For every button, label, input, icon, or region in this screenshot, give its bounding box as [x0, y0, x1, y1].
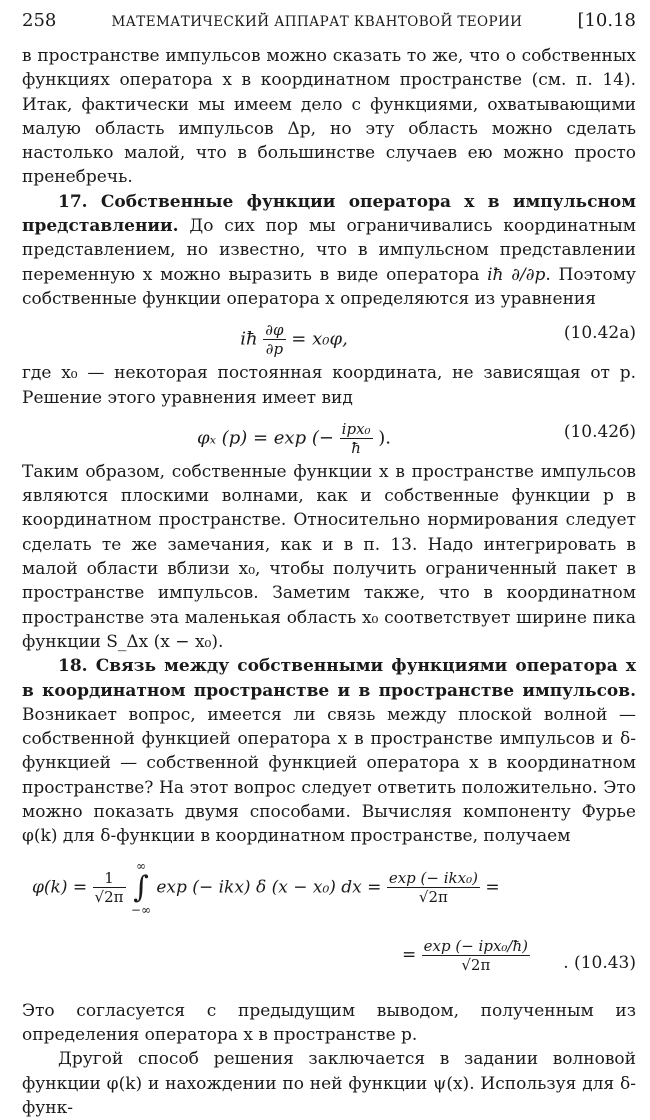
eq-a-lhs: iħ [240, 328, 258, 350]
running-header [22, 10, 636, 44]
paragraph-after-eq-c: Это согласуется с предыдущим выводом, полученным из определения оператора x в пространстве p. [22, 1000, 636, 1045]
eq-c-tail: = [485, 877, 500, 898]
eq-c-int-upper: ∞ [135, 858, 146, 873]
eq-b-numerator: ipx₀ [341, 419, 371, 438]
eq-b-denominator: ħ [351, 438, 361, 457]
eq-b-fraction [340, 420, 373, 457]
eq-c-int-lower: −∞ [130, 902, 151, 917]
eq-c-f2-den: √2π [461, 955, 491, 974]
eq-c-line-1 [32, 859, 500, 917]
section-18-title: 18. Связь между собственными функциями оператора x в координатном пространстве и в пространстве импульсов. [22, 656, 636, 701]
eq-c-f2-num: exp (− ipx₀/ħ) [423, 936, 528, 955]
page [22, 10, 636, 1120]
eq-a-denominator: ∂p [265, 340, 284, 359]
equation-10-42b [22, 410, 636, 460]
running-title: МАТЕМАТИЧЕСКИЙ АППАРАТ КВАНТОВОЙ ТЕОРИИ [111, 14, 523, 30]
eq-b-lhs: φₓ (p) = exp (− [196, 427, 334, 449]
section-ref: [10.18 [577, 10, 636, 31]
eq-c-fraction-2 [422, 937, 530, 974]
eq-b-rhs: ). [378, 427, 392, 449]
eq-a-fraction [263, 321, 285, 358]
eq-a-numerator: ∂φ [265, 321, 284, 340]
eq-c-line2-lhs: = [402, 944, 417, 965]
equation-10-43 [22, 849, 636, 999]
equation-10-42a [22, 311, 636, 361]
integral-sign-icon: ∫ [133, 869, 149, 905]
paragraph-after-eq-a: где x₀ — некоторая постоянная координата, не зависящая от p. Решение этого уравнения имеет вид [22, 363, 636, 408]
section-17-text-a: До сих пор мы ограничивались координатным представлением, но известно, что в импульсном представлении переменную x можно выразить в виде оператора [22, 216, 637, 285]
eq-c-coef-den: √2π [94, 888, 124, 907]
eq-c-f1-num: exp (− ikx₀) [388, 869, 478, 888]
eq-c-line-2 [402, 937, 530, 974]
eq-c-lhs: φ(k) = [32, 877, 88, 898]
section-18 [22, 654, 636, 848]
paragraph-last: Другой способ решения заключается в задании волновой функции φ(k) и нахождении по ней функции ψ(x). Используя для δ-функ- [22, 1049, 636, 1118]
eq-c-integral [131, 859, 151, 917]
eq-c-f1-den: √2π [418, 888, 448, 907]
eq-a-rhs: = x₀φ, [291, 328, 348, 350]
section-17-operator: iħ ∂/∂p [487, 264, 546, 285]
eq-c-fraction-1 [387, 869, 480, 906]
section-17-text-b: . Поэтому собственные функции оператора x определяются из уравнения [22, 264, 636, 309]
paragraph-after-eq-b: Таким образом, собственные функции x в пространстве импульсов являются плоскими волнами, как и собственные функции p в координатном пространстве. Относительно нормирования следует сделать те же замечания, как и в п. 13. Надо интегрировать в малой области вблизи x₀, чтобы получить ограниченный пакет в пространстве импульсов. Заметим также, что в координатном пространстве эта маленькая область x₀ соответствует ширине пика функции S_Δx (x − x₀). [22, 461, 636, 652]
eq-c-label: . (10.43) [563, 952, 636, 973]
eq-c-coef-num: 1 [93, 869, 126, 888]
eq-a-label: (10.42a) [563, 323, 636, 344]
section-18-text: Возникает вопрос, имеется ли связь между плоской волной — собственной функцией оператора x в пространстве импульсов и δ-функцией — собственной функцией оператора x в координатном пространстве? На этот вопрос следует ответить положительно. Это можно показать двумя способами. Вычисляя компоненту Фурье φ(k) для δ-функции в координатном пространстве, получаем [22, 704, 636, 847]
eq-c-integrand: exp (− ikx) δ (x − x₀) dx = [156, 877, 382, 898]
page-number: 258 [22, 10, 57, 31]
section-17-title: 17. Собственные функции оператора x в импульсном представлении. [22, 191, 636, 237]
paragraph-intro: в пространстве импульсов можно сказать то же, что о собственных функциях оператора x в координатном пространстве (см. п. 14). Итак, фактически мы имеем дело с функциями, охватывающими малую область импульсов Δp, но эту область можно сделать настолько малой, что в большинстве случаев ею можно просто пренебречь. [22, 46, 636, 188]
eq-c-coefficient [93, 869, 126, 906]
eq-b-label: (10.42б) [563, 421, 636, 442]
section-17 [22, 190, 636, 311]
